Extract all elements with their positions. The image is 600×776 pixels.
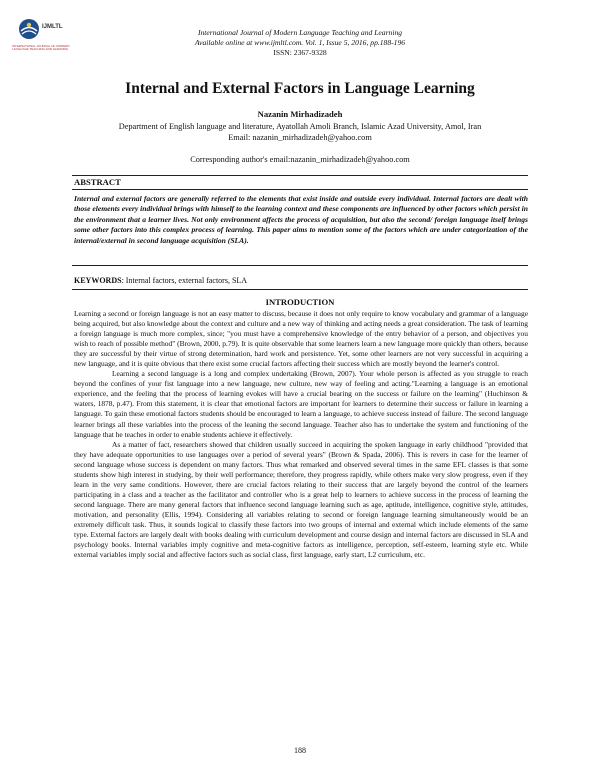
journal-logo: [12, 18, 70, 58]
journal-issn: ISSN: 2367-9328: [273, 48, 327, 57]
page-number: 188: [294, 746, 306, 755]
paragraph: Learning a second or foreign language is not an easy matter to discuss, because it does not only require to know vocabulary and grammar of a language being acquired, but also knowledge about the context and culture and a new way of thinking and acting needs a great consideration. The task of learning a foreign language is much more complex, since; "you must have a comprehensive knowledge of the entry behavior of a person, and objectives you wish to reach of possible method" (Brown, 2000, p.79). It is quite observable that some learners learn a new language more quickly than others, because they are successful by their virtue of strong determination, hard work and persistence. Yet, some other learners are not very successful in acquiring a new language, and it is quite obvious that there exist some crucial factors affecting their success which are mostly beyond the learner's control.: [74, 309, 528, 369]
author-affiliation: [20, 121, 580, 143]
keywords-line: [74, 276, 247, 285]
logo-tagline: INTERNATIONAL JOURNAL OF MODERN LANGUAGE TEACHING AND LEARNING: [12, 44, 70, 52]
divider: [72, 289, 528, 290]
abstract-heading: ABSTRACT: [74, 177, 121, 187]
abstract-text: Internal and external factors are generally referred to the elements that exist inside and outside every individual. Internal factors are dealt with those elements every individual brings with himself to the learning context and these components are influenced by other factors which persist in the environment that a learner lives. Not only environment affects the process of acquisition, but also the second/ foreign language itself brings some other factors into this complex process of learning. This paper aims to mention some of the factors which are under categorization of the internal/external in second language acquisition (SLA).: [74, 194, 528, 245]
corresponding-email: Corresponding author's email:nazanin_mirhadizadeh@yahoo.com: [190, 155, 410, 164]
journal-header: [160, 28, 440, 58]
journal-availability: Available online at www.ijmltl.com. Vol. 1, Issue 5, 2016, pp.188-196: [194, 38, 406, 47]
keywords-label: KEYWORDS: [74, 276, 122, 285]
paper-title: Internal and External Factors in Language Learning: [125, 80, 475, 97]
divider: [72, 265, 528, 266]
author-email: Email: nazanin_mirhadizadeh@yahoo.com: [228, 133, 372, 142]
paragraph: Learning a second language is a long and complex undertaking (Brown, 2007). Your whole person is affected as you struggle to reach beyond the confines of your fist language into a new language, new culture, new way of feeling and acting."Learning a language is an emotional experience, and the feeling that the process of learning evokes will have a crucial bearing on the success or failure on the learning" (Huchinson & waters, 1878, p.47). From this statement, it is clear that emotional factors are important for learners to determine their success or failure in learning a language. To gain these emotional factors students should be encouraged to learn a language, to achieve success instead of failure. The second language learner brings all these variables into the process of the leaning the second language. Teacher also has to undertake the system and functioning of the language that he teaches in order to enable students achieve it effectively.: [74, 369, 528, 439]
affiliation-text: Department of English language and literature, Ayatollah Amoli Branch, Islamic Azad University, Amol, Iran: [118, 122, 482, 131]
globe-icon: [18, 18, 40, 40]
journal-name: International Journal of Modern Language Teaching and Learning: [197, 28, 403, 37]
divider: [72, 189, 528, 190]
paragraph: As a matter of fact, researchers showed that children usually succeed in acquiring the spoken language in early childhood "provided that they have adequate opportunities to use languages over a period of several years" (Brown & Spada, 2006). This is revers in case for the learner of second language whose success is dependent on many factors. Thus what remarked and observed several times in the same EFL classes is that some students show high interest in studying, by their well performance; therefore, they progress rapidly, while others make very slow progress, even if they learn in the very same conditions. However, there are crucial factors relating to their success that are largely beyond the control of the learners participating in a class and a teacher as the facilitator and controller who is a great help to learners to achieve success in the process of learning the second language. There are many general factors that influence second language learning such as age, aptitude, intelligence, cognitive style, attitudes, motivation, and personality (Ellis, 1994). Considering all variables relating to second or foreign language learning simultaneously would be an extremely difficult task. Thus, it sounds logical to classify these factors into two groups of internal and external which include elements of the same type. External factors are largely dealt with books dealing with curriculum development and course design and internal factors are discussed in SLA and psychology books. Internal variables imply cognitive and meta-cognitive factors as intelligence, perception, self-esteem, learning style etc. While external variables imply social and affective factors such as social class, first language, early start, L2 curriculum, etc.: [74, 439, 528, 560]
keywords-text: : Internal factors, external factors, SLA: [121, 276, 248, 285]
introduction-body: [74, 309, 528, 560]
introduction-heading: INTRODUCTION: [265, 297, 335, 307]
logo-name: IJMLTL: [42, 24, 63, 30]
divider: [72, 175, 528, 176]
author-name: Nazanin Mirhadizadeh: [257, 109, 343, 119]
